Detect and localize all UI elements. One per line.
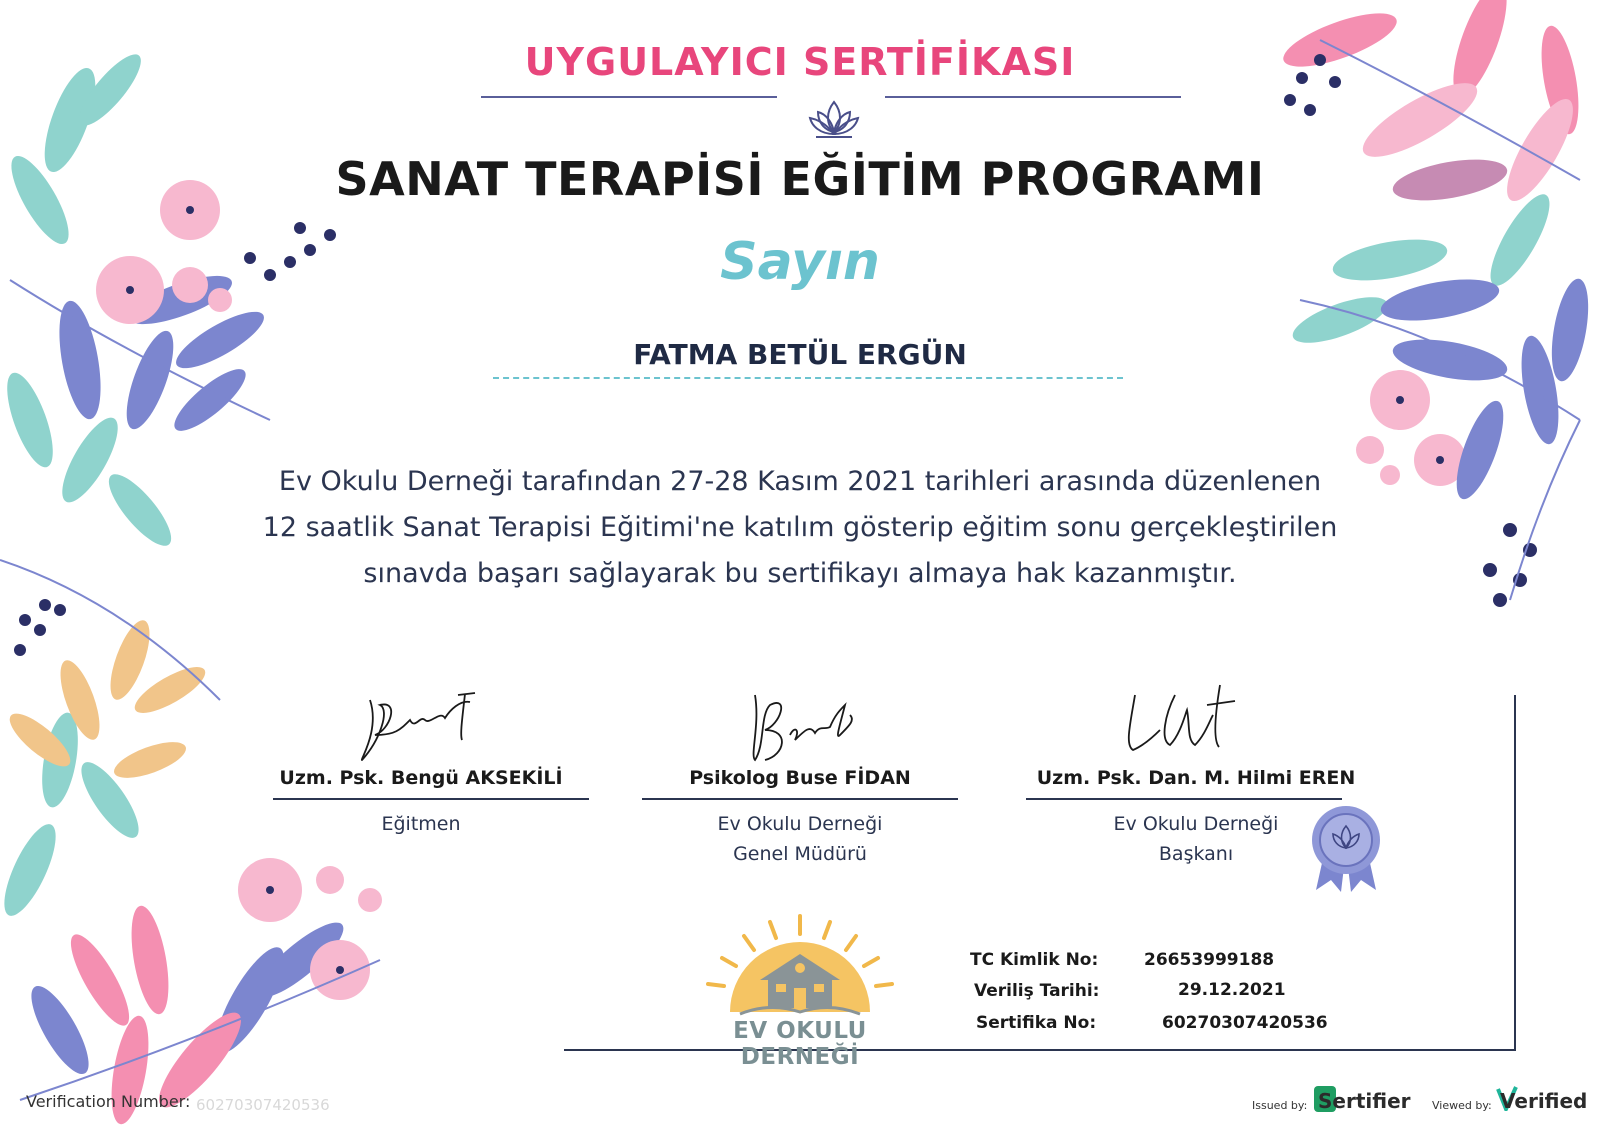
salutation: Sayın — [720, 232, 880, 292]
floral-decoration-right — [1280, 0, 1600, 640]
sertifier-brand[interactable]: Sertifier — [1318, 1089, 1411, 1113]
signatory-3-title-line-1: Ev Okulu Derneği — [1113, 813, 1279, 835]
issue-date-value: 29.12.2021 — [1178, 980, 1286, 1000]
viewed-by-label: Viewed by: — [1432, 1099, 1492, 1112]
lotus-icon — [806, 96, 862, 140]
verified-brand[interactable]: Verified — [1500, 1089, 1588, 1113]
signature-1 — [350, 690, 490, 770]
organization-logo-text: EV OKULU DERNEĞİ — [733, 1018, 867, 1070]
certificate-number-value: 60270307420536 — [1162, 1013, 1328, 1033]
signatory-2-title-line-1: Ev Okulu Derneği — [717, 813, 883, 835]
badge-seal-icon — [1296, 800, 1396, 895]
header-divider-right — [885, 96, 1181, 98]
verification-number: 60270307420536 — [196, 1096, 330, 1114]
signatory-2-name: Psikolog Buse FİDAN — [689, 767, 911, 789]
certificate-type-title: UYGULAYICI SERTİFİKASI — [524, 40, 1076, 84]
signatory-3-line — [1026, 798, 1342, 800]
certificate-number-label: Sertifika No: — [976, 1013, 1097, 1033]
signatory-3-name: Uzm. Psk. Dan. M. Hilmi EREN — [1036, 767, 1356, 789]
tc-kimlik-label: TC Kimlik No: — [970, 950, 1099, 970]
issued-by-label: Issued by: — [1252, 1099, 1308, 1112]
signatory-1-name: Uzm. Psk. Bengü AKSEKİLİ — [279, 767, 563, 789]
signatory-1-line — [273, 798, 589, 800]
signatory-2-title-line-2: Genel Müdürü — [733, 843, 867, 865]
recipient-underline — [493, 377, 1123, 379]
body-line-3: sınavda başarı sağlayarak bu sertifikayı almaya hak kazanmıştır. — [363, 558, 1237, 589]
recipient-name: FATMA BETÜL ERGÜN — [633, 338, 967, 371]
body-line-2: 12 saatlik Sanat Terapisi Eğitimi'ne katılım gösterip eğitim sonu gerçekleştirilen — [262, 512, 1338, 543]
signatory-1-title: Eğitmen — [381, 813, 461, 835]
header-divider-left — [481, 96, 777, 98]
sun-house-logo-icon — [700, 912, 900, 1022]
signature-3 — [1115, 675, 1255, 765]
signatory-2-line — [642, 798, 958, 800]
issue-date-label: Veriliş Tarihi: — [974, 981, 1100, 1001]
tc-kimlik-value: 26653999188 — [1144, 950, 1275, 970]
signatory-3-title-line-2: Başkanı — [1158, 843, 1234, 865]
verification-label: Verification Number: — [26, 1092, 191, 1111]
signature-2 — [740, 685, 870, 770]
body-line-1: Ev Okulu Derneği tarafından 27-28 Kasım 2021 tarihleri arasında düzenlenen — [278, 466, 1322, 497]
frame-right-border — [1514, 695, 1516, 1051]
program-title: SANAT TERAPİSİ EĞİTİM PROGRAMI — [335, 152, 1265, 206]
